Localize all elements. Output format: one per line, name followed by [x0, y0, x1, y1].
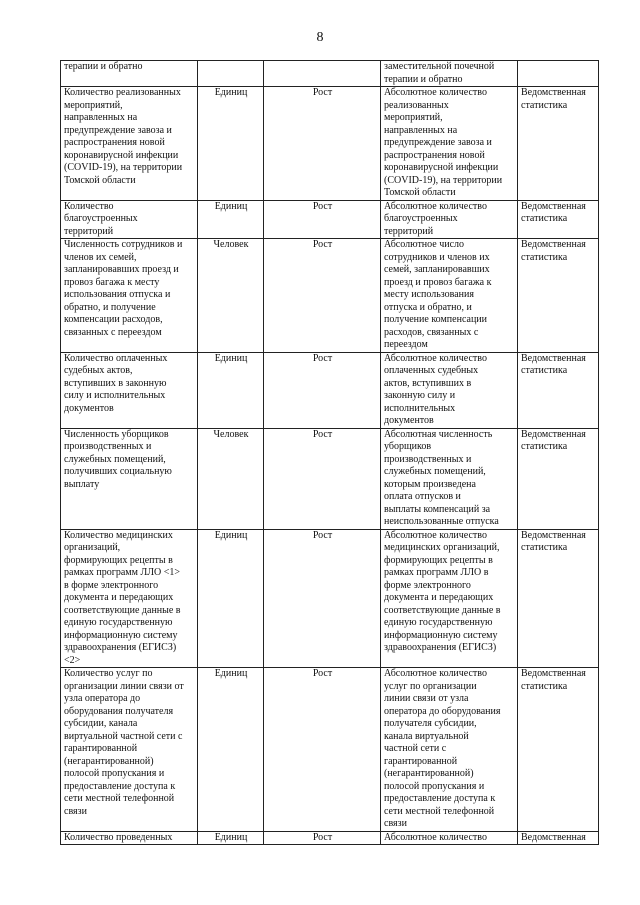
source-cell: Ведомственная статистика — [518, 239, 599, 353]
indicator-cell: Численность уборщиков производственных и служебных помещений, получивших социальную выплату — [61, 428, 198, 529]
source-cell: Ведомственная статистика — [518, 87, 599, 201]
method-cell: Абсолютное количество услуг по организации линии связи от узла оператора до оборудования получателя субсидии, канала виртуальной частной сети с гарантированной (негарантированной) полосой пропускания и предоставление доступа к сети местной телефонной связи — [381, 668, 518, 832]
page-number: 8 — [316, 30, 324, 45]
method-cell: Абсолютное количество благоустроенных территорий — [381, 200, 518, 239]
direction-cell: Рост — [264, 239, 381, 353]
indicator-cell: Количество благоустроенных территорий — [61, 200, 198, 239]
direction-cell: Рост — [264, 87, 381, 201]
source-cell: Ведомственная статистика — [518, 428, 599, 529]
direction-cell: Рост — [264, 428, 381, 529]
indicator-cell: Количество услуг по организации линии связи от узла оператора до оборудования получателя субсидии, канала виртуальной частной сети с гарантированной (негарантированной) полосой пропускания и предоставление доступа к сети местной телефонной связи — [61, 668, 198, 832]
direction-cell: Рост — [264, 668, 381, 832]
direction-cell: Рост — [264, 352, 381, 428]
unit-cell: Единиц — [198, 352, 264, 428]
table-row — [61, 200, 599, 239]
indicator-cell: Количество оплаченных судебных актов, вступивших в законную силу и исполнительных документов — [61, 352, 198, 428]
table-row — [61, 87, 599, 201]
method-cell: Абсолютное число сотрудников и членов их семей, запланировавших проезд и провоз багажа к месту использования отпуска и обратно, и получение компенсации расходов, связанных с переездом — [381, 239, 518, 353]
direction-cell: Рост — [264, 529, 381, 668]
table-row — [61, 668, 599, 832]
table-row — [61, 239, 599, 353]
source-cell: Ведомственная статистика — [518, 529, 599, 668]
method-cell: Абсолютное количество — [381, 831, 518, 845]
table-row — [61, 529, 599, 668]
source-cell: Ведомственная — [518, 831, 599, 845]
unit-cell: Единиц — [198, 529, 264, 668]
unit-cell — [198, 61, 264, 87]
unit-cell: Человек — [198, 428, 264, 529]
unit-cell: Единиц — [198, 200, 264, 239]
table-row — [61, 61, 599, 87]
indicator-cell: Количество проведенных — [61, 831, 198, 845]
source-cell: Ведомственная статистика — [518, 200, 599, 239]
method-cell: Абсолютное количество оплаченных судебных актов, вступивших в законную силу и исполнительных документов — [381, 352, 518, 428]
method-cell: Абсолютное количество медицинских организаций, формирующих рецепты в рамках программ ЛЛО в форме электронного документа и передающих соответствующие данные в единую государственную информационную систему здравоохранения (ЕГИСЗ) — [381, 529, 518, 668]
unit-cell: Единиц — [198, 831, 264, 845]
table-row — [61, 352, 599, 428]
direction-cell: Рост — [264, 831, 381, 845]
unit-cell: Единиц — [198, 668, 264, 832]
source-cell — [518, 61, 599, 87]
indicators-table — [60, 60, 599, 845]
method-cell: Абсолютная численность уборщиков производственных и служебных помещений, которым произведена оплата отпусков и выплаты компенсаций за неиспользованные отпуска — [381, 428, 518, 529]
table-row — [61, 428, 599, 529]
indicator-cell: терапии и обратно — [61, 61, 198, 87]
indicator-cell: Количество медицинских организаций, формирующих рецепты в рамках программ ЛЛО <1> в форме электронного документа и передающих соответствующие данные в единую государственную информационную систему здравоохранения (ЕГИСЗ) <2> — [61, 529, 198, 668]
direction-cell — [264, 61, 381, 87]
indicator-cell: Количество реализованных мероприятий, направленных на предупреждение завоза и распространения новой коронавирусной инфекции (COVID-19), на территории Томской области — [61, 87, 198, 201]
indicator-cell: Численность сотрудников и членов их семей, запланировавших проезд и провоз багажа к месту использования отпуска и обратно, и получение компенсации расходов, связанных с переездом — [61, 239, 198, 353]
direction-cell: Рост — [264, 200, 381, 239]
method-cell: Абсолютное количество реализованных мероприятий, направленных на предупреждение завоза и распространения новой коронавирусной инфекции (COVID-19), на территории Томской области — [381, 87, 518, 201]
unit-cell: Человек — [198, 239, 264, 353]
source-cell: Ведомственная статистика — [518, 352, 599, 428]
unit-cell: Единиц — [198, 87, 264, 201]
method-cell: заместительной почечной терапии и обратно — [381, 61, 518, 87]
source-cell: Ведомственная статистика — [518, 668, 599, 832]
table-row — [61, 831, 599, 845]
